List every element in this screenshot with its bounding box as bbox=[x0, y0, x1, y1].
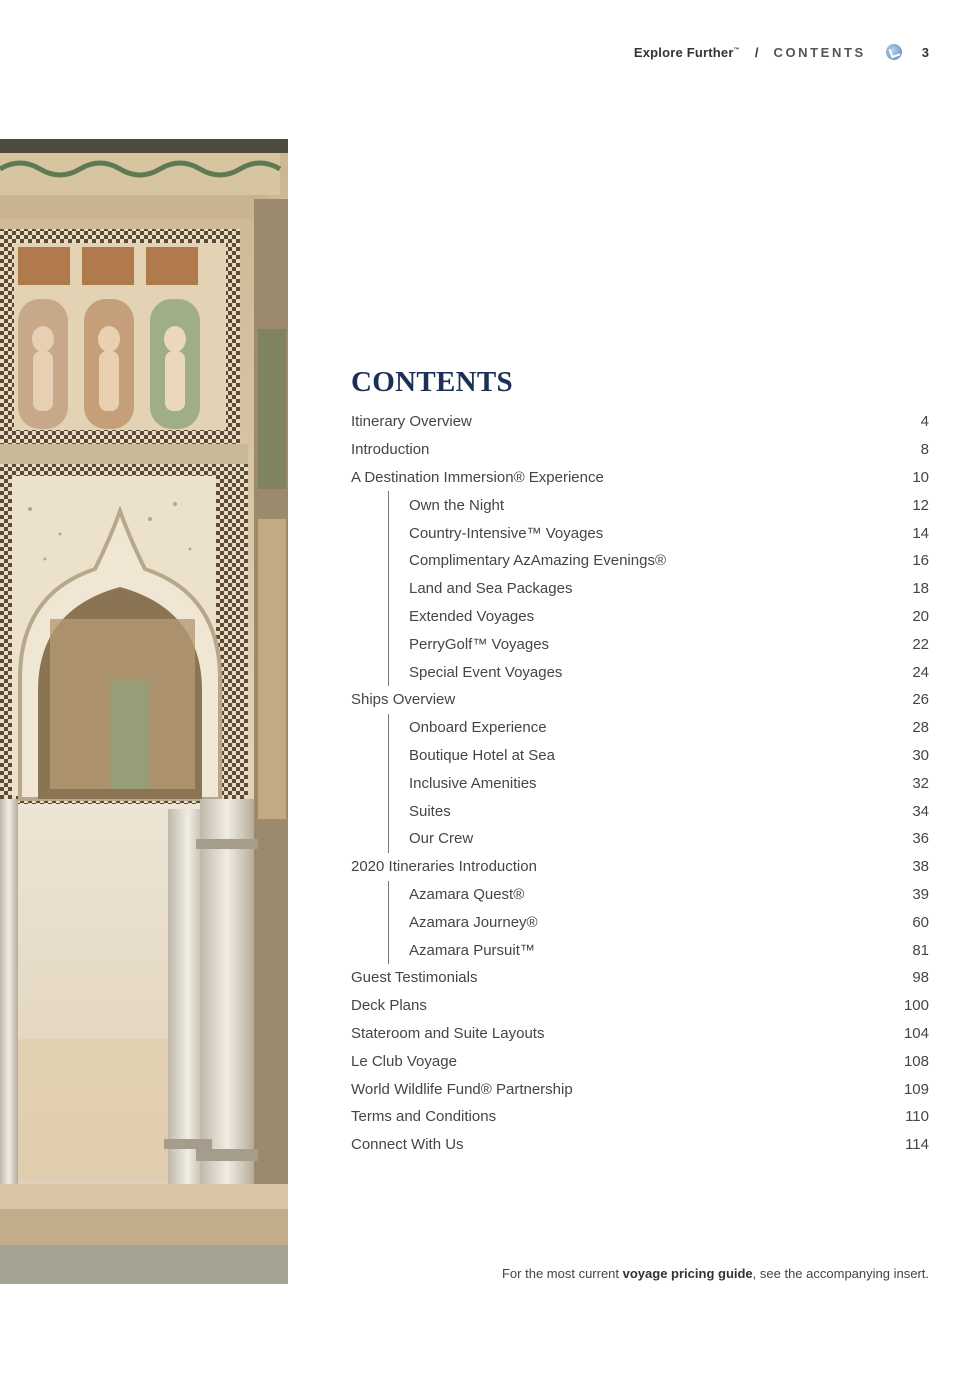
brand-name: Explore Further™ bbox=[633, 44, 740, 60]
toc-entry[interactable] bbox=[351, 603, 929, 631]
toc-entry-label: Special Event Voyages bbox=[409, 663, 563, 681]
toc-entry-page: 110 bbox=[905, 1108, 929, 1126]
toc-entry-page: 16 bbox=[912, 552, 929, 570]
toc-entry-label: Connect With Us bbox=[351, 1136, 464, 1154]
toc-entry-page: 24 bbox=[912, 663, 929, 681]
compass-logo-icon bbox=[886, 44, 902, 60]
toc-entry-page: 114 bbox=[905, 1136, 929, 1154]
page-header bbox=[634, 42, 929, 62]
toc-entry-page: 22 bbox=[912, 635, 929, 653]
toc-entry[interactable] bbox=[351, 992, 929, 1020]
toc-entry-label: Land and Sea Packages bbox=[409, 580, 573, 598]
toc-entry-label: Our Crew bbox=[409, 830, 474, 848]
toc-entry-label: World Wildlife Fund® Partnership bbox=[351, 1080, 573, 1098]
toc-entry[interactable] bbox=[351, 1047, 929, 1075]
toc-entry-page: 12 bbox=[912, 496, 929, 514]
toc-list bbox=[351, 408, 929, 1159]
archway-illustration bbox=[0, 139, 288, 1284]
toc-entry-label: Boutique Hotel at Sea bbox=[409, 746, 555, 764]
header-separator: / bbox=[754, 44, 759, 60]
toc-entry-page: 104 bbox=[903, 1024, 929, 1042]
toc-entry-label: Introduction bbox=[351, 441, 430, 459]
toc-entry-page: 39 bbox=[912, 885, 929, 903]
toc-entry-page: 20 bbox=[912, 607, 929, 625]
toc-entry-page: 26 bbox=[912, 691, 929, 709]
toc-entry-page: 28 bbox=[912, 719, 929, 737]
toc-entry-page: 108 bbox=[903, 1052, 929, 1070]
toc-entry-label: Itinerary Overview bbox=[351, 413, 472, 431]
toc-entry[interactable] bbox=[351, 1131, 929, 1159]
toc-entry-label: Terms and Conditions bbox=[351, 1108, 497, 1126]
toc-entry-page: 30 bbox=[912, 746, 929, 764]
toc-entry-label: A Destination Immersion® Experience bbox=[351, 468, 604, 486]
toc-entry[interactable] bbox=[351, 964, 929, 992]
pricing-guide-note: For the most current voyage pricing guide, see the accompanying insert. bbox=[501, 1266, 929, 1281]
toc-entry-label: Complimentary AzAmazing Evenings® bbox=[409, 552, 666, 570]
toc-entry-label: Ships Overview bbox=[351, 691, 456, 709]
toc-entry-label: Le Club Voyage bbox=[351, 1052, 457, 1070]
toc-entry-page: 98 bbox=[912, 969, 929, 987]
toc-entry[interactable] bbox=[351, 519, 929, 547]
toc-entry-label: Azamara Quest® bbox=[409, 885, 525, 903]
toc-entry[interactable] bbox=[351, 630, 929, 658]
toc-entry[interactable] bbox=[351, 881, 929, 909]
toc-entry[interactable] bbox=[351, 547, 929, 575]
toc-entry[interactable] bbox=[351, 408, 929, 436]
toc-entry-label: Own the Night bbox=[409, 496, 505, 514]
toc-entry-page: 32 bbox=[912, 774, 929, 792]
toc-entry-label: Suites bbox=[409, 802, 451, 820]
toc-entry-page: 34 bbox=[912, 802, 929, 820]
toc-entry-page: 18 bbox=[912, 580, 929, 598]
page-number: 3 bbox=[921, 44, 929, 60]
toc-entry-page: 36 bbox=[912, 830, 929, 848]
toc-entry-page: 81 bbox=[912, 941, 929, 959]
toc-entry-label: Guest Testimonials bbox=[351, 969, 478, 987]
pricing-guide-link: voyage pricing guide bbox=[622, 1266, 753, 1281]
toc-entry-page: 38 bbox=[912, 858, 929, 876]
toc-entry[interactable] bbox=[351, 714, 929, 742]
toc-entry-page: 60 bbox=[912, 913, 929, 931]
toc-entry[interactable] bbox=[351, 1075, 929, 1103]
toc-entry[interactable] bbox=[351, 853, 929, 881]
toc-entry-label: Country-Intensive™ Voyages bbox=[409, 524, 604, 542]
palace-archway-photo bbox=[0, 139, 288, 1284]
section-title: CONTENTS bbox=[773, 44, 866, 60]
toc-entry[interactable] bbox=[351, 575, 929, 603]
toc-entry[interactable] bbox=[351, 686, 929, 714]
toc-entry-page: 100 bbox=[903, 997, 929, 1015]
toc-entry-label: Stateroom and Suite Layouts bbox=[351, 1024, 545, 1042]
toc-entry[interactable] bbox=[351, 908, 929, 936]
toc-title: CONTENTS bbox=[351, 366, 513, 398]
toc-entry[interactable] bbox=[351, 491, 929, 519]
toc-entry-label: Onboard Experience bbox=[409, 719, 547, 737]
toc-entry-page: 10 bbox=[912, 468, 929, 486]
toc-entry-page: 4 bbox=[920, 413, 929, 431]
toc-entry-page: 109 bbox=[903, 1080, 929, 1098]
toc-entry-page: 8 bbox=[920, 441, 929, 459]
toc-entry[interactable] bbox=[351, 1103, 929, 1131]
toc-entry-label: Extended Voyages bbox=[409, 607, 535, 625]
toc-entry-page: 14 bbox=[912, 524, 929, 542]
toc-entry-label: Azamara Pursuit™ bbox=[409, 941, 535, 959]
toc-entry[interactable] bbox=[351, 936, 929, 964]
toc-entry[interactable] bbox=[351, 797, 929, 825]
toc-entry[interactable] bbox=[351, 464, 929, 492]
toc-entry[interactable] bbox=[351, 1020, 929, 1048]
toc-entry[interactable] bbox=[351, 742, 929, 770]
toc-entry-label: Inclusive Amenities bbox=[409, 774, 537, 792]
toc-entry[interactable] bbox=[351, 825, 929, 853]
toc-entry[interactable] bbox=[351, 436, 929, 464]
toc-entry[interactable] bbox=[351, 658, 929, 686]
toc-entry-label: Azamara Journey® bbox=[409, 913, 538, 931]
toc-entry-label: 2020 Itineraries Introduction bbox=[351, 858, 537, 876]
toc-entry-label: Deck Plans bbox=[351, 997, 427, 1015]
toc-entry[interactable] bbox=[351, 769, 929, 797]
toc-entry-label: PerryGolf™ Voyages bbox=[409, 635, 550, 653]
